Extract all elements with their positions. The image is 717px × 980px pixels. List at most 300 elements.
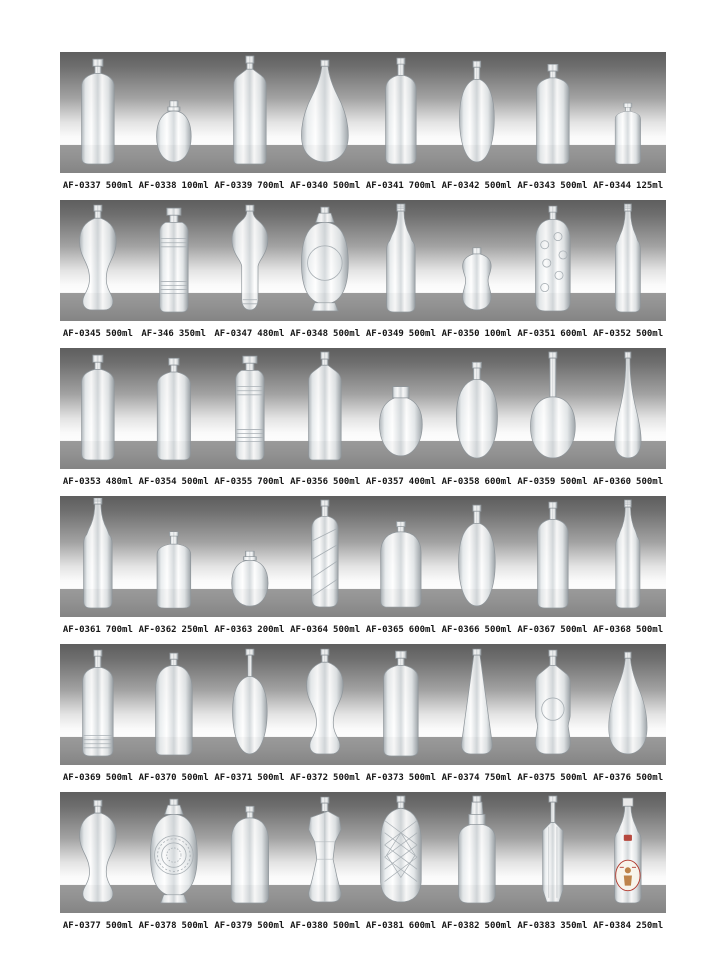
bottle-label bbox=[136, 476, 212, 488]
bottle-illustration bbox=[136, 350, 212, 462]
bottle-volume: 500ml bbox=[333, 773, 361, 783]
bottle-volume: 350ml bbox=[178, 329, 206, 339]
bottle-illustration bbox=[287, 794, 363, 906]
bottle-photo bbox=[60, 644, 136, 765]
bottle-label bbox=[212, 328, 288, 340]
bottle-code: AF-0384 bbox=[593, 921, 632, 931]
bottle-photo bbox=[212, 52, 288, 173]
bottle-photo bbox=[136, 200, 212, 321]
bottle-illustration bbox=[515, 794, 591, 906]
bottle-photo bbox=[287, 200, 363, 321]
bottle-label bbox=[287, 920, 363, 932]
bottle-volume: 500ml bbox=[105, 921, 133, 931]
cone-bottle-shape bbox=[461, 649, 492, 754]
bottle-code: AF-346 bbox=[141, 329, 174, 339]
bottle-volume: 500ml bbox=[636, 773, 664, 783]
ribbed-cyl-bottle-shape bbox=[235, 356, 264, 460]
bottle-code: AF-0377 bbox=[62, 921, 101, 931]
bottle-illustration bbox=[287, 350, 363, 462]
bottle-photo bbox=[287, 348, 363, 469]
bottle-code: AF-0351 bbox=[517, 329, 556, 339]
bottle-label bbox=[60, 920, 136, 932]
bottle-volume: 500ml bbox=[484, 625, 512, 635]
bottle-code: AF-0376 bbox=[593, 773, 632, 783]
bottle-code: AF-0362 bbox=[138, 625, 177, 635]
rect-bottle-shape bbox=[615, 103, 640, 164]
bottle-volume: 500ml bbox=[333, 477, 361, 487]
bottle-photo bbox=[212, 348, 288, 469]
bottle-code: AF-0383 bbox=[517, 921, 556, 931]
bottle-illustration bbox=[439, 498, 515, 610]
bottle-illustration bbox=[363, 794, 439, 906]
egg-tall-bottle-shape bbox=[456, 362, 497, 458]
disc-bottle-shape bbox=[302, 207, 349, 311]
taper-wine-bottle-shape bbox=[387, 204, 416, 312]
slim-facet-bottle-shape bbox=[542, 796, 562, 902]
bottle-photo bbox=[439, 644, 515, 765]
bottle-label bbox=[439, 476, 515, 488]
bottle-illustration bbox=[590, 350, 666, 462]
bottle-photo bbox=[439, 52, 515, 173]
bottle-label bbox=[590, 328, 666, 340]
bottle-label bbox=[363, 624, 439, 636]
bottle-volume: 500ml bbox=[333, 181, 361, 191]
bottle-code: AF-0375 bbox=[517, 773, 556, 783]
cylinder-bottle-shape bbox=[386, 58, 417, 164]
bottle-label bbox=[590, 920, 666, 932]
bottle-volume: 400ml bbox=[408, 477, 436, 487]
bottle-label bbox=[136, 624, 212, 636]
bottle-volume: 500ml bbox=[560, 477, 588, 487]
bottle-photo bbox=[287, 496, 363, 617]
bottle-volume: 100ml bbox=[181, 181, 209, 191]
slim-teardrop-bottle-shape bbox=[615, 352, 641, 458]
catalog-row bbox=[0, 644, 717, 792]
bottle-volume: 500ml bbox=[560, 625, 588, 635]
rect-bottle-shape bbox=[536, 64, 569, 164]
label-row bbox=[60, 328, 666, 340]
bottle-label bbox=[363, 476, 439, 488]
curvy-bottle-shape bbox=[80, 800, 117, 902]
bottle-illustration bbox=[212, 202, 288, 314]
bottle-illustration bbox=[136, 794, 212, 906]
bottle-label bbox=[515, 772, 591, 784]
bottle-illustration bbox=[363, 498, 439, 610]
bottle-code: AF-0369 bbox=[62, 773, 101, 783]
bottle-code: AF-0373 bbox=[365, 773, 404, 783]
bottle-label bbox=[60, 624, 136, 636]
bottle-label bbox=[212, 180, 288, 192]
label-row bbox=[60, 180, 666, 192]
bottle-code: AF-0380 bbox=[290, 921, 329, 931]
bottle-photo bbox=[363, 348, 439, 469]
bottle-illustration bbox=[212, 54, 288, 166]
bell-bottle-shape bbox=[609, 652, 647, 754]
bottle-code: AF-0357 bbox=[365, 477, 404, 487]
bottle-photo bbox=[590, 200, 666, 321]
bottle-code: AF-0364 bbox=[290, 625, 329, 635]
bottle-label bbox=[515, 180, 591, 192]
bottle-volume: 500ml bbox=[333, 921, 361, 931]
bottle-volume: 480ml bbox=[105, 477, 133, 487]
bottle-volume: 500ml bbox=[636, 329, 664, 339]
bottle-code: AF-0355 bbox=[214, 477, 253, 487]
bottle-illustration bbox=[60, 646, 136, 758]
bottle-volume: 480ml bbox=[257, 329, 285, 339]
taper-wine-bottle-shape bbox=[616, 204, 641, 312]
bottle-illustration bbox=[363, 646, 439, 758]
bottle-photo bbox=[439, 496, 515, 617]
bottle-code: AF-0365 bbox=[365, 625, 404, 635]
bottle-label bbox=[515, 920, 591, 932]
bottle-label bbox=[590, 180, 666, 192]
small-egg-bottle-shape bbox=[156, 101, 191, 162]
bottle-volume: 125ml bbox=[636, 181, 664, 191]
bottle-label bbox=[439, 772, 515, 784]
bottle-volume: 500ml bbox=[181, 773, 209, 783]
bottle-photo bbox=[136, 496, 212, 617]
bottle-label bbox=[287, 476, 363, 488]
bottle-illustration bbox=[515, 202, 591, 314]
bottle-volume: 500ml bbox=[333, 329, 361, 339]
bottle-photo bbox=[212, 644, 288, 765]
bottle-volume: 700ml bbox=[105, 625, 133, 635]
bottle-volume: 100ml bbox=[484, 329, 512, 339]
disc-ornate-bottle-shape bbox=[150, 799, 197, 903]
bottle-photo bbox=[590, 792, 666, 913]
facet-bottle-shape bbox=[309, 797, 342, 902]
bottle-label bbox=[439, 624, 515, 636]
bottle-code: AF-0350 bbox=[441, 329, 480, 339]
bottle-volume: 500ml bbox=[105, 773, 133, 783]
bottle-label bbox=[60, 772, 136, 784]
bottle-label bbox=[515, 476, 591, 488]
bottle-code: AF-0338 bbox=[138, 181, 177, 191]
bottle-volume: 500ml bbox=[181, 921, 209, 931]
bottle-illustration bbox=[590, 646, 666, 758]
bottle-code: AF-0381 bbox=[365, 921, 404, 931]
photo-strip bbox=[60, 200, 666, 321]
bottle-volume: 500ml bbox=[484, 921, 512, 931]
bottle-code: AF-0337 bbox=[62, 181, 101, 191]
bottle-code: AF-0343 bbox=[517, 181, 556, 191]
bottle-photo bbox=[515, 644, 591, 765]
bottle-code: AF-0370 bbox=[138, 773, 177, 783]
taper-wine-bottle-shape bbox=[84, 498, 113, 608]
bottle-illustration bbox=[212, 350, 288, 462]
catalog-row bbox=[0, 200, 717, 348]
bottle-photo bbox=[60, 792, 136, 913]
bottle-illustration bbox=[439, 202, 515, 314]
squat-cap-bottle-shape bbox=[379, 387, 422, 456]
bottle-illustration bbox=[590, 498, 666, 610]
bottle-volume: 200ml bbox=[257, 625, 285, 635]
bell-bottle-shape bbox=[302, 60, 349, 162]
bottle-illustration bbox=[287, 202, 363, 314]
catalog-row bbox=[0, 348, 717, 496]
cylinder-bottle-shape bbox=[157, 532, 191, 608]
bottle-code: AF-0382 bbox=[441, 921, 480, 931]
bottle-code: AF-0361 bbox=[62, 625, 101, 635]
bottle-volume: 500ml bbox=[408, 773, 436, 783]
bottle-label bbox=[212, 920, 288, 932]
bottle-code: AF-0348 bbox=[290, 329, 329, 339]
bottle-label bbox=[363, 328, 439, 340]
catalog-row bbox=[0, 496, 717, 644]
arch-flask-bottle-shape bbox=[231, 806, 268, 903]
bottle-label bbox=[363, 180, 439, 192]
bottle-illustration bbox=[136, 498, 212, 610]
bottle-photo bbox=[515, 496, 591, 617]
bottle-photo bbox=[287, 792, 363, 913]
bottle-photo bbox=[439, 348, 515, 469]
bottle-photo bbox=[363, 792, 439, 913]
bottle-photo bbox=[212, 792, 288, 913]
bottle-photo bbox=[60, 52, 136, 173]
bottle-illustration bbox=[60, 54, 136, 166]
bottle-code: AF-0360 bbox=[593, 477, 632, 487]
bottle-illustration bbox=[136, 646, 212, 758]
bottle-illustration bbox=[515, 54, 591, 166]
bottle-code: AF-0340 bbox=[290, 181, 329, 191]
bottle-illustration bbox=[287, 54, 363, 166]
bottle-illustration bbox=[287, 498, 363, 610]
bottle-volume: 500ml bbox=[560, 181, 588, 191]
bottle-volume: 600ml bbox=[560, 329, 588, 339]
catalog-row bbox=[0, 52, 717, 200]
bottle-volume: 600ml bbox=[408, 921, 436, 931]
photo-strip bbox=[60, 792, 666, 913]
bottle-label bbox=[515, 624, 591, 636]
bottle-illustration bbox=[590, 54, 666, 166]
bottle-volume: 500ml bbox=[333, 625, 361, 635]
bottle-label bbox=[287, 328, 363, 340]
bottle-label bbox=[287, 180, 363, 192]
taper-wine-bottle-shape bbox=[616, 500, 640, 608]
egg-tall-bottle-shape bbox=[458, 505, 495, 606]
small-flask-bottle-shape bbox=[462, 248, 491, 310]
label-row bbox=[60, 624, 666, 636]
bottle-label bbox=[439, 180, 515, 192]
ribbed-cyl-bottle-shape bbox=[159, 208, 188, 312]
bottle-volume: 500ml bbox=[105, 181, 133, 191]
bottle-code: AF-0352 bbox=[593, 329, 632, 339]
bottle-label bbox=[590, 476, 666, 488]
bottle-illustration bbox=[136, 202, 212, 314]
bottle-code: AF-0359 bbox=[517, 477, 556, 487]
bottle-photo bbox=[515, 348, 591, 469]
bottle-photo bbox=[590, 644, 666, 765]
rect-bottle-shape bbox=[82, 59, 115, 164]
bottle-label bbox=[212, 624, 288, 636]
catalog-row bbox=[0, 792, 717, 940]
bottle-code: AF-0372 bbox=[290, 773, 329, 783]
photo-strip bbox=[60, 644, 666, 765]
bottle-illustration bbox=[363, 54, 439, 166]
bottle-volume: 700ml bbox=[257, 477, 285, 487]
bottle-illustration bbox=[136, 54, 212, 166]
labeled-bottle-shape bbox=[615, 798, 641, 903]
bottle-photo bbox=[439, 200, 515, 321]
bottle-photo bbox=[363, 52, 439, 173]
rect-bottle-shape bbox=[157, 358, 190, 460]
bottle-photo bbox=[136, 792, 212, 913]
bottle-illustration bbox=[212, 794, 288, 906]
bottle-volume: 700ml bbox=[257, 181, 285, 191]
rect-bottle-shape bbox=[384, 651, 419, 756]
bottle-illustration bbox=[439, 794, 515, 906]
bottle-code: AF-0367 bbox=[517, 625, 556, 635]
bottle-illustration bbox=[60, 350, 136, 462]
arch-flask-bottle-shape bbox=[155, 653, 192, 755]
bottle-photo bbox=[212, 200, 288, 321]
bottle-illustration bbox=[590, 794, 666, 906]
bottle-label bbox=[287, 624, 363, 636]
bottle-photo bbox=[136, 52, 212, 173]
bottle-illustration bbox=[60, 498, 136, 610]
bottle-photo bbox=[363, 200, 439, 321]
bottle-label bbox=[60, 180, 136, 192]
bottle-volume: 350ml bbox=[560, 921, 588, 931]
photo-strip bbox=[60, 496, 666, 617]
bottle-photo bbox=[363, 496, 439, 617]
bottle-volume: 600ml bbox=[408, 625, 436, 635]
bottle-volume: 500ml bbox=[181, 477, 209, 487]
bottle-photo bbox=[590, 348, 666, 469]
bottle-label bbox=[590, 772, 666, 784]
bottle-label bbox=[136, 180, 212, 192]
hobnail-bottle-shape bbox=[381, 796, 422, 902]
bottle-photo bbox=[515, 52, 591, 173]
bottle-label bbox=[439, 328, 515, 340]
egg-tall-bottle-shape bbox=[459, 61, 494, 162]
decanter-bottle-shape bbox=[535, 650, 570, 754]
cylinder-bottle-shape bbox=[537, 502, 568, 608]
bottle-code: AF-0371 bbox=[214, 773, 253, 783]
stepped-neck-bottle-shape bbox=[458, 796, 495, 903]
bottle-code: AF-0358 bbox=[441, 477, 480, 487]
photo-strip bbox=[60, 52, 666, 173]
bottle-label bbox=[60, 476, 136, 488]
bottle-label bbox=[136, 328, 212, 340]
curvy-bottle-shape bbox=[80, 205, 117, 310]
egg-neck-bottle-shape bbox=[232, 649, 267, 754]
bottle-photo bbox=[60, 200, 136, 321]
bottle-illustration bbox=[60, 794, 136, 906]
bottle-photo bbox=[439, 792, 515, 913]
bottle-volume: 750ml bbox=[484, 773, 512, 783]
small-egg-bottle-shape bbox=[231, 551, 267, 606]
bottle-code: AF-0347 bbox=[214, 329, 253, 339]
bottle-code: AF-0342 bbox=[441, 181, 480, 191]
bottle-photo bbox=[136, 644, 212, 765]
bottle-photo bbox=[515, 200, 591, 321]
bottle-illustration bbox=[515, 350, 591, 462]
bottle-code: AF-0349 bbox=[365, 329, 404, 339]
bottle-photo bbox=[590, 52, 666, 173]
bottle-code: AF-0353 bbox=[62, 477, 101, 487]
bulb-top-bottle-shape bbox=[231, 205, 267, 310]
bottle-code: AF-0368 bbox=[593, 625, 632, 635]
tall-rect-bottle-shape bbox=[309, 352, 342, 460]
bottle-label bbox=[136, 772, 212, 784]
bottle-label bbox=[60, 328, 136, 340]
bottle-photo bbox=[287, 644, 363, 765]
bottle-code: AF-0366 bbox=[441, 625, 480, 635]
bottle-photo bbox=[590, 496, 666, 617]
bottle-code: AF-0378 bbox=[138, 921, 177, 931]
sphere-neck-bottle-shape bbox=[530, 352, 575, 458]
bottle-code: AF-0363 bbox=[214, 625, 253, 635]
bottle-illustration bbox=[212, 498, 288, 610]
bottle-label bbox=[439, 920, 515, 932]
bottle-illustration bbox=[439, 646, 515, 758]
bottle-volume: 500ml bbox=[560, 773, 588, 783]
bottle-illustration bbox=[590, 202, 666, 314]
bottle-illustration bbox=[439, 54, 515, 166]
bottle-code: AF-0344 bbox=[593, 181, 632, 191]
rounded-emb-bottle-shape bbox=[535, 206, 570, 311]
curvy-bottle-shape bbox=[307, 649, 344, 754]
bottle-code: AF-0356 bbox=[290, 477, 329, 487]
bottle-volume: 500ml bbox=[257, 921, 285, 931]
bottle-volume: 500ml bbox=[636, 477, 664, 487]
bottle-label bbox=[363, 772, 439, 784]
bottle-illustration bbox=[515, 646, 591, 758]
rect-bottle-shape bbox=[82, 355, 115, 460]
bottle-code: AF-0374 bbox=[441, 773, 480, 783]
bottle-photo bbox=[287, 52, 363, 173]
bottle-illustration bbox=[60, 202, 136, 314]
bottle-volume: 500ml bbox=[408, 329, 436, 339]
photo-strip bbox=[60, 348, 666, 469]
bottle-label bbox=[515, 328, 591, 340]
bottle-photo bbox=[212, 496, 288, 617]
bottle-volume: 600ml bbox=[484, 477, 512, 487]
bottle-photo bbox=[60, 348, 136, 469]
bottle-code: AF-0379 bbox=[214, 921, 253, 931]
bottle-photo bbox=[136, 348, 212, 469]
bottle-photo bbox=[515, 792, 591, 913]
bottle-volume: 250ml bbox=[181, 625, 209, 635]
bottle-label bbox=[212, 772, 288, 784]
bottle-label bbox=[136, 920, 212, 932]
bottle-illustration bbox=[363, 202, 439, 314]
bottle-volume: 500ml bbox=[636, 625, 664, 635]
bottle-illustration bbox=[287, 646, 363, 758]
label-row bbox=[60, 920, 666, 932]
bottle-volume: 250ml bbox=[636, 921, 664, 931]
bottle-illustration bbox=[363, 350, 439, 462]
twist-bottle-shape bbox=[312, 500, 338, 607]
label-row bbox=[60, 772, 666, 784]
bottle-label bbox=[363, 920, 439, 932]
bottle-label bbox=[287, 772, 363, 784]
arch-flask-bottle-shape bbox=[381, 522, 421, 608]
bottle-volume: 500ml bbox=[257, 773, 285, 783]
bottle-label bbox=[212, 476, 288, 488]
bottle-volume: 500ml bbox=[484, 181, 512, 191]
bottle-code: AF-0354 bbox=[138, 477, 177, 487]
bottle-volume: 700ml bbox=[408, 181, 436, 191]
bottle-illustration bbox=[212, 646, 288, 758]
bottle-code: AF-0345 bbox=[62, 329, 101, 339]
bottle-illustration bbox=[439, 350, 515, 462]
bottle-photo bbox=[60, 496, 136, 617]
bottle-volume: 500ml bbox=[105, 329, 133, 339]
bottle-code: AF-0339 bbox=[214, 181, 253, 191]
bottle-code: AF-0341 bbox=[365, 181, 404, 191]
